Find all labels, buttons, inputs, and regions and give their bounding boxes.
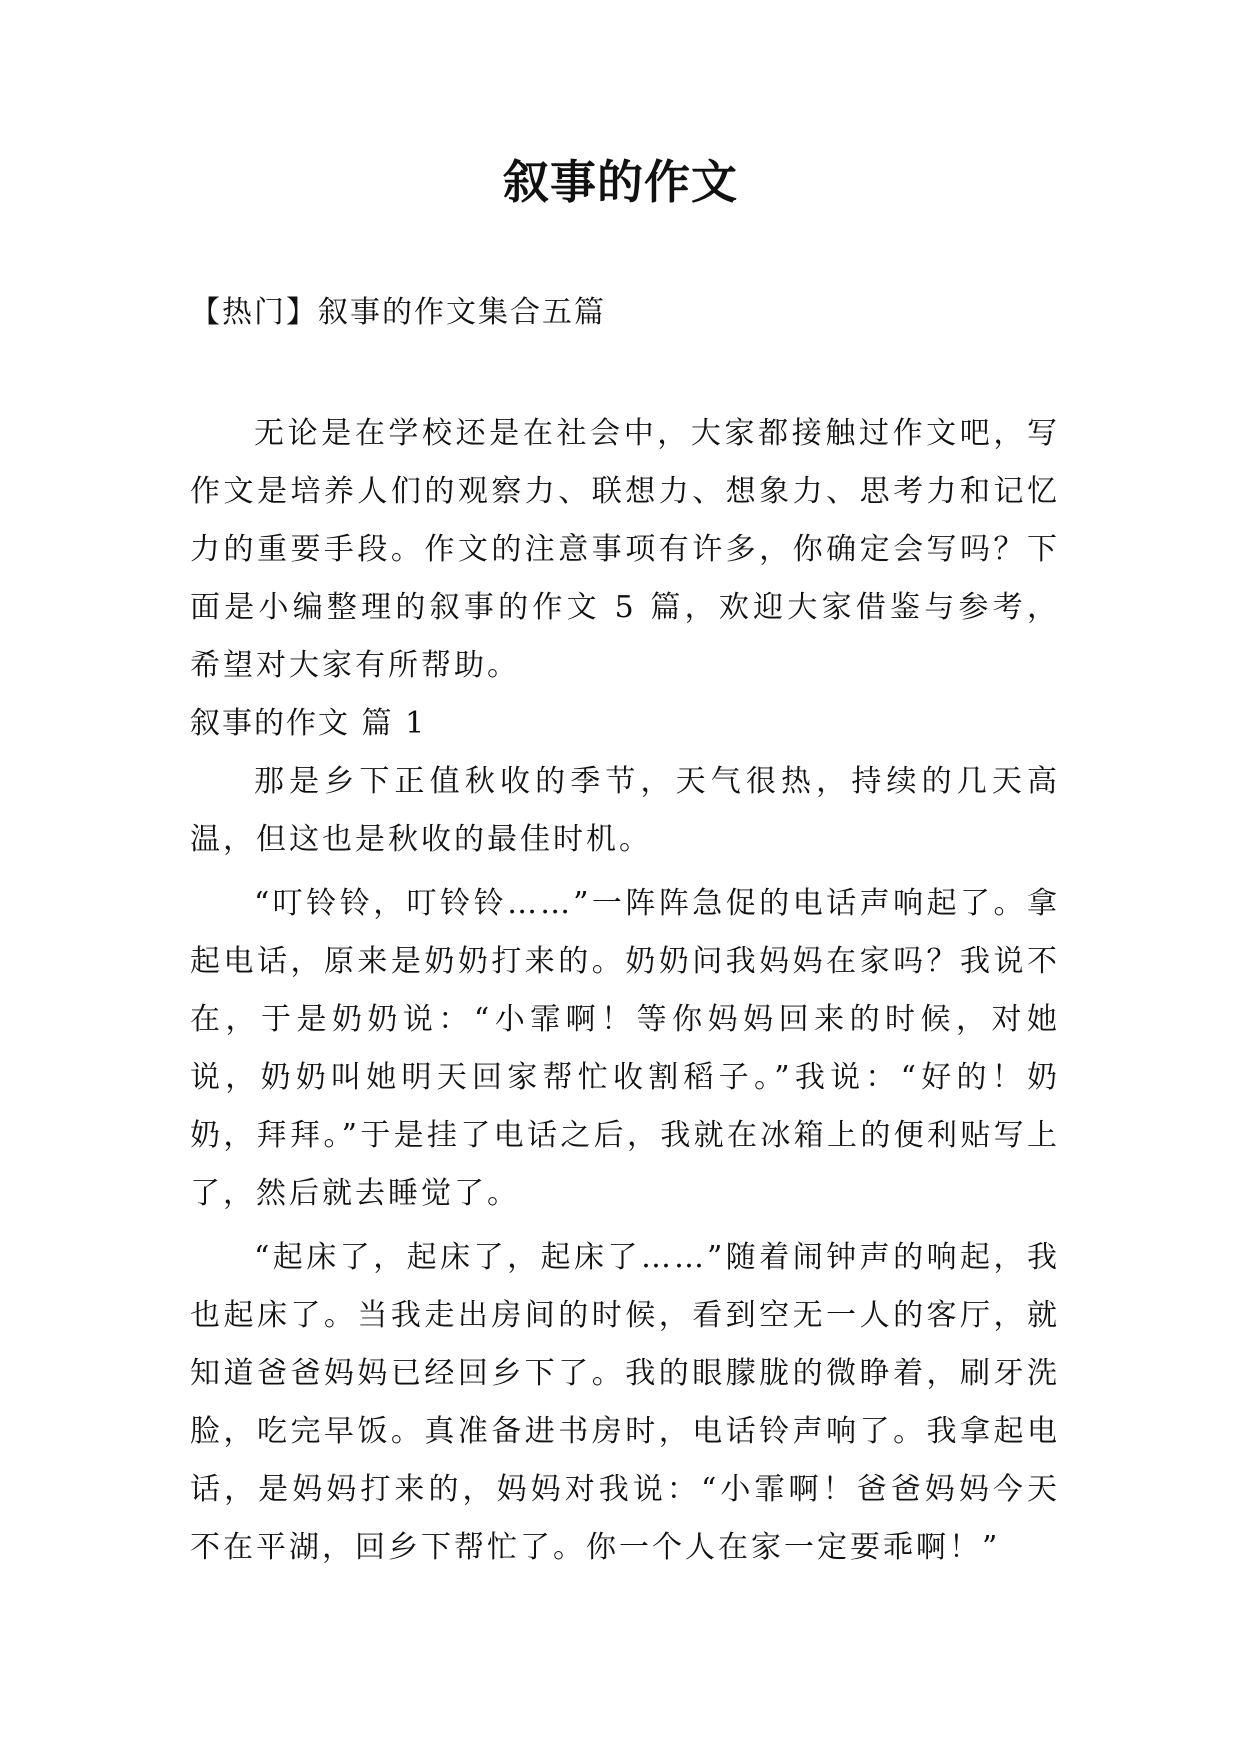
intro-paragraph: 无论是在学校还是在社会中，大家都接触过作文吧，写作文是培养人们的观察力、联想力、想象力、思考力和记忆力的重要手段。作文的注意事项有许多，你确定会写吗？下面是小编整理的叙事的作文 5 篇，欢迎大家借鉴与参考，希望对大家有所帮助。 [190, 416, 1060, 683]
document-body [190, 405, 1060, 1577]
page-title: 叙事的作文 [503, 155, 738, 209]
document-subtitle: 【热门】叙事的作文集合五篇 [190, 295, 606, 330]
section-heading: 叙事的作文 篇 1 [190, 706, 427, 741]
body-paragraph: 那是乡下正值秋收的季节，天气很热，持续的几天高温，但这也是秋收的最佳时机。 [190, 764, 1060, 857]
body-paragraph: “叮铃铃，叮铃铃……”一阵阵急促的电话声响起了。拿起电话，原来是奶奶打来的。奶奶问我妈妈在家吗？我说不在，于是奶奶说：“小霏啊！等你妈妈回来的时候，对她说，奶奶叫她明天回家帮忙收割稻子。”我说：“好的！奶奶，拜拜。”于是挂了电话之后，我就在冰箱上的便利贴写上了，然后就去睡觉了。 [190, 886, 1060, 1211]
body-paragraph: “起床了，起床了，起床了……”随着闹钟声的响起，我也起床了。当我走出房间的时候，看到空无一人的客厅，就知道爸爸妈妈已经回乡下了。我的眼朦胧的微睁着，刷牙洗脸，吃完早饭。真准备进书房时，电话铃声响了。我拿起电话，是妈妈打来的，妈妈对我说：“小霏啊！爸爸妈妈今天不在平湖，回乡下帮忙了。你一个人在家一定要乖啊！” [190, 1240, 1060, 1565]
